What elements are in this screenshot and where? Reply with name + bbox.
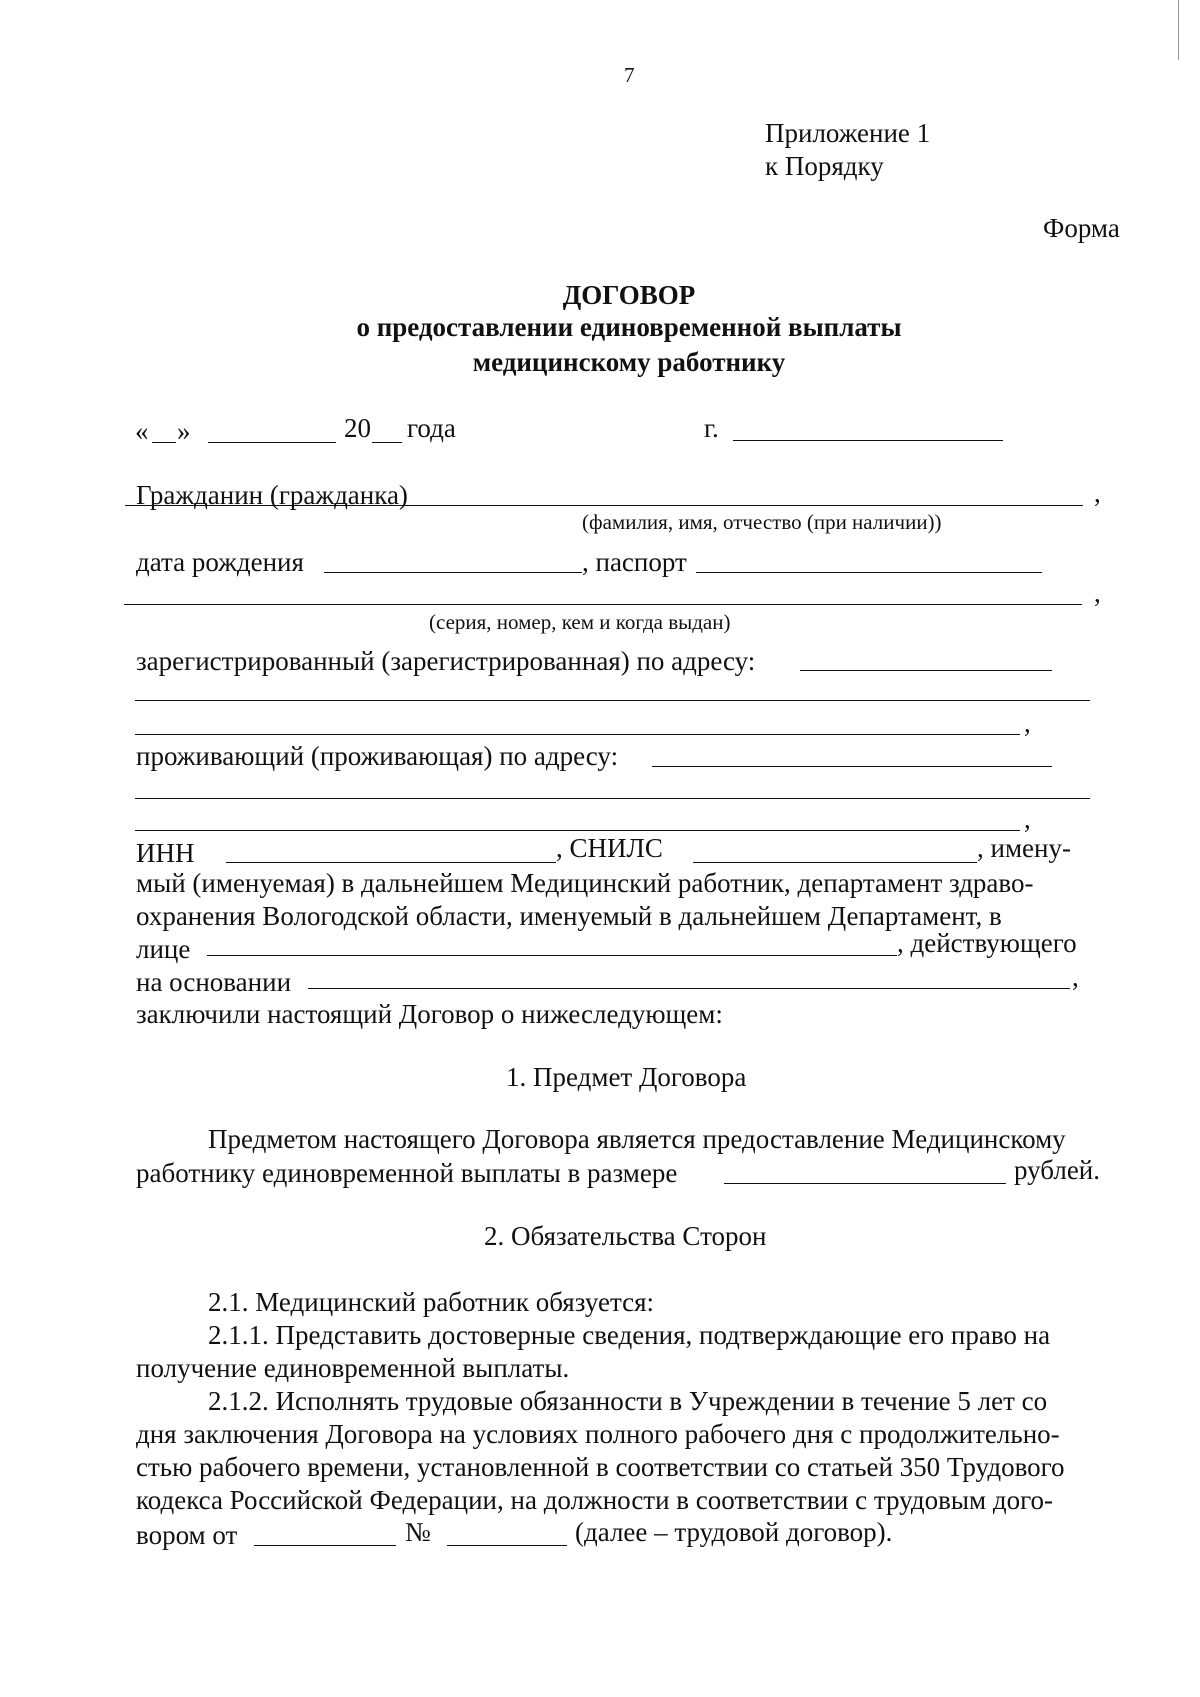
registered-address-blank-3[interactable] [135, 734, 1020, 735]
body-line-2: охранения Вологодской области, именуемый в дальнейшем Департамент, в [136, 901, 1002, 931]
representative-blank[interactable] [207, 955, 897, 956]
labor-contract-number-sign: № [405, 1517, 431, 1547]
document-subtitle-2: медицинскому работнику [472, 347, 786, 377]
passport-comma: , [1094, 578, 1101, 608]
registered-address-blank-2[interactable] [135, 700, 1090, 701]
living-address-blank-3[interactable] [135, 830, 1020, 831]
date-year-suffix: года [407, 413, 456, 443]
basis-comma: , [1072, 962, 1079, 992]
date-quote-close: » [177, 416, 191, 446]
form-label: Форма [1043, 213, 1120, 243]
city-prefix: г. [704, 413, 719, 443]
appendix-line-1: Приложение 1 [765, 118, 931, 148]
clause-2-1-2-line-2: дня заключения Договора на условиях полного рабочего дня с продолжительно- [136, 1419, 1060, 1449]
citizen-name-blank[interactable] [125, 505, 1083, 506]
page-edge [1178, 0, 1179, 60]
living-address-label: проживающий (проживающая) по адресу: [136, 741, 619, 771]
body-line-3-start: лице [136, 934, 191, 964]
citizen-caption: (фамилия, имя, отчество (при наличии)) [582, 510, 942, 534]
living-address-comma: , [1024, 804, 1031, 834]
clause-2-1-2-line-5-start: вором от [136, 1520, 238, 1550]
registered-address-label: зарегистрированный (зарегистрированная) по адресу: [136, 646, 756, 676]
body-line-4: на основании [136, 967, 292, 997]
date-day-blank[interactable] [152, 442, 176, 443]
body-line-3-end: , действующего [897, 928, 1077, 958]
appendix-line-2: к Порядку [765, 151, 884, 181]
clause-2-1-2-line-5-end: (далее – трудовой договор). [575, 1517, 893, 1547]
passport-caption: (серия, номер, кем и когда выдан) [429, 610, 731, 634]
section-1-paragraph-tail: рублей. [1014, 1155, 1101, 1185]
page-number: 7 [624, 63, 635, 87]
date-year-blank[interactable] [372, 442, 402, 443]
clause-2-1-1-line-1: 2.1.1. Представить достоверные сведения, подтверждающие его право на [208, 1320, 1051, 1350]
inn-line-tail: , имену- [977, 833, 1071, 863]
date-quote-open: « [135, 416, 149, 446]
section-1-heading: 1. Предмет Договора [506, 1062, 747, 1092]
inn-blank[interactable] [226, 862, 556, 863]
clause-2-1-1-line-2: получение единовременной выплаты. [136, 1353, 570, 1383]
citizen-comma: , [1094, 478, 1101, 508]
section-1-paragraph-line-1: Предметом настоящего Договора является предоставление Медицинскому [208, 1124, 1066, 1154]
labor-contract-number-blank[interactable] [447, 1545, 567, 1546]
passport-blank-1[interactable] [696, 572, 1042, 573]
city-blank[interactable] [733, 440, 1003, 441]
living-address-blank-2[interactable] [135, 798, 1090, 799]
labor-contract-date-blank[interactable] [254, 1545, 396, 1546]
clause-2-1-2-line-3: стью рабочего времени, установленной в соответствии со статьей 350 Трудового [136, 1452, 1065, 1482]
clause-2-1: 2.1. Медицинский работник обязуется: [208, 1287, 654, 1317]
payment-amount-blank[interactable] [724, 1183, 1006, 1184]
inn-label: ИНН [136, 838, 195, 868]
section-2-heading: 2. Обязательства Сторон [484, 1221, 767, 1251]
body-line-5: заключили настоящий Договор о нижеследующем: [136, 999, 723, 1029]
body-line-1: мый (именуемая) в дальнейшем Медицинский работник, департамент здраво- [136, 868, 1034, 898]
section-1-paragraph-line-2: работнику единовременной выплаты в размере [136, 1158, 678, 1188]
date-year-prefix: 20 [344, 413, 371, 443]
basis-blank[interactable] [308, 988, 1070, 989]
clause-2-1-2-line-1: 2.1.2. Исполнять трудовые обязанности в Учреждении в течение 5 лет со [208, 1386, 1048, 1416]
document-subtitle-1: о предоставлении единовременной выплаты [356, 312, 902, 342]
citizen-label: Гражданин (гражданка) [136, 480, 408, 510]
snils-label: , СНИЛС [556, 833, 663, 863]
date-month-blank[interactable] [208, 442, 336, 443]
passport-label: , паспорт [582, 547, 687, 577]
snils-blank[interactable] [693, 862, 977, 863]
living-address-blank-1[interactable] [652, 766, 1052, 767]
document-title: ДОГОВОР [562, 280, 696, 310]
birth-date-label: дата рождения [136, 547, 304, 577]
registered-address-comma: , [1024, 708, 1031, 738]
birth-date-blank[interactable] [324, 572, 582, 573]
passport-blank-2[interactable] [124, 604, 1082, 605]
registered-address-blank-1[interactable] [800, 670, 1052, 671]
clause-2-1-2-line-4: кодекса Российской Федерации, на должности в соответствии с трудовым дого- [136, 1485, 1054, 1515]
